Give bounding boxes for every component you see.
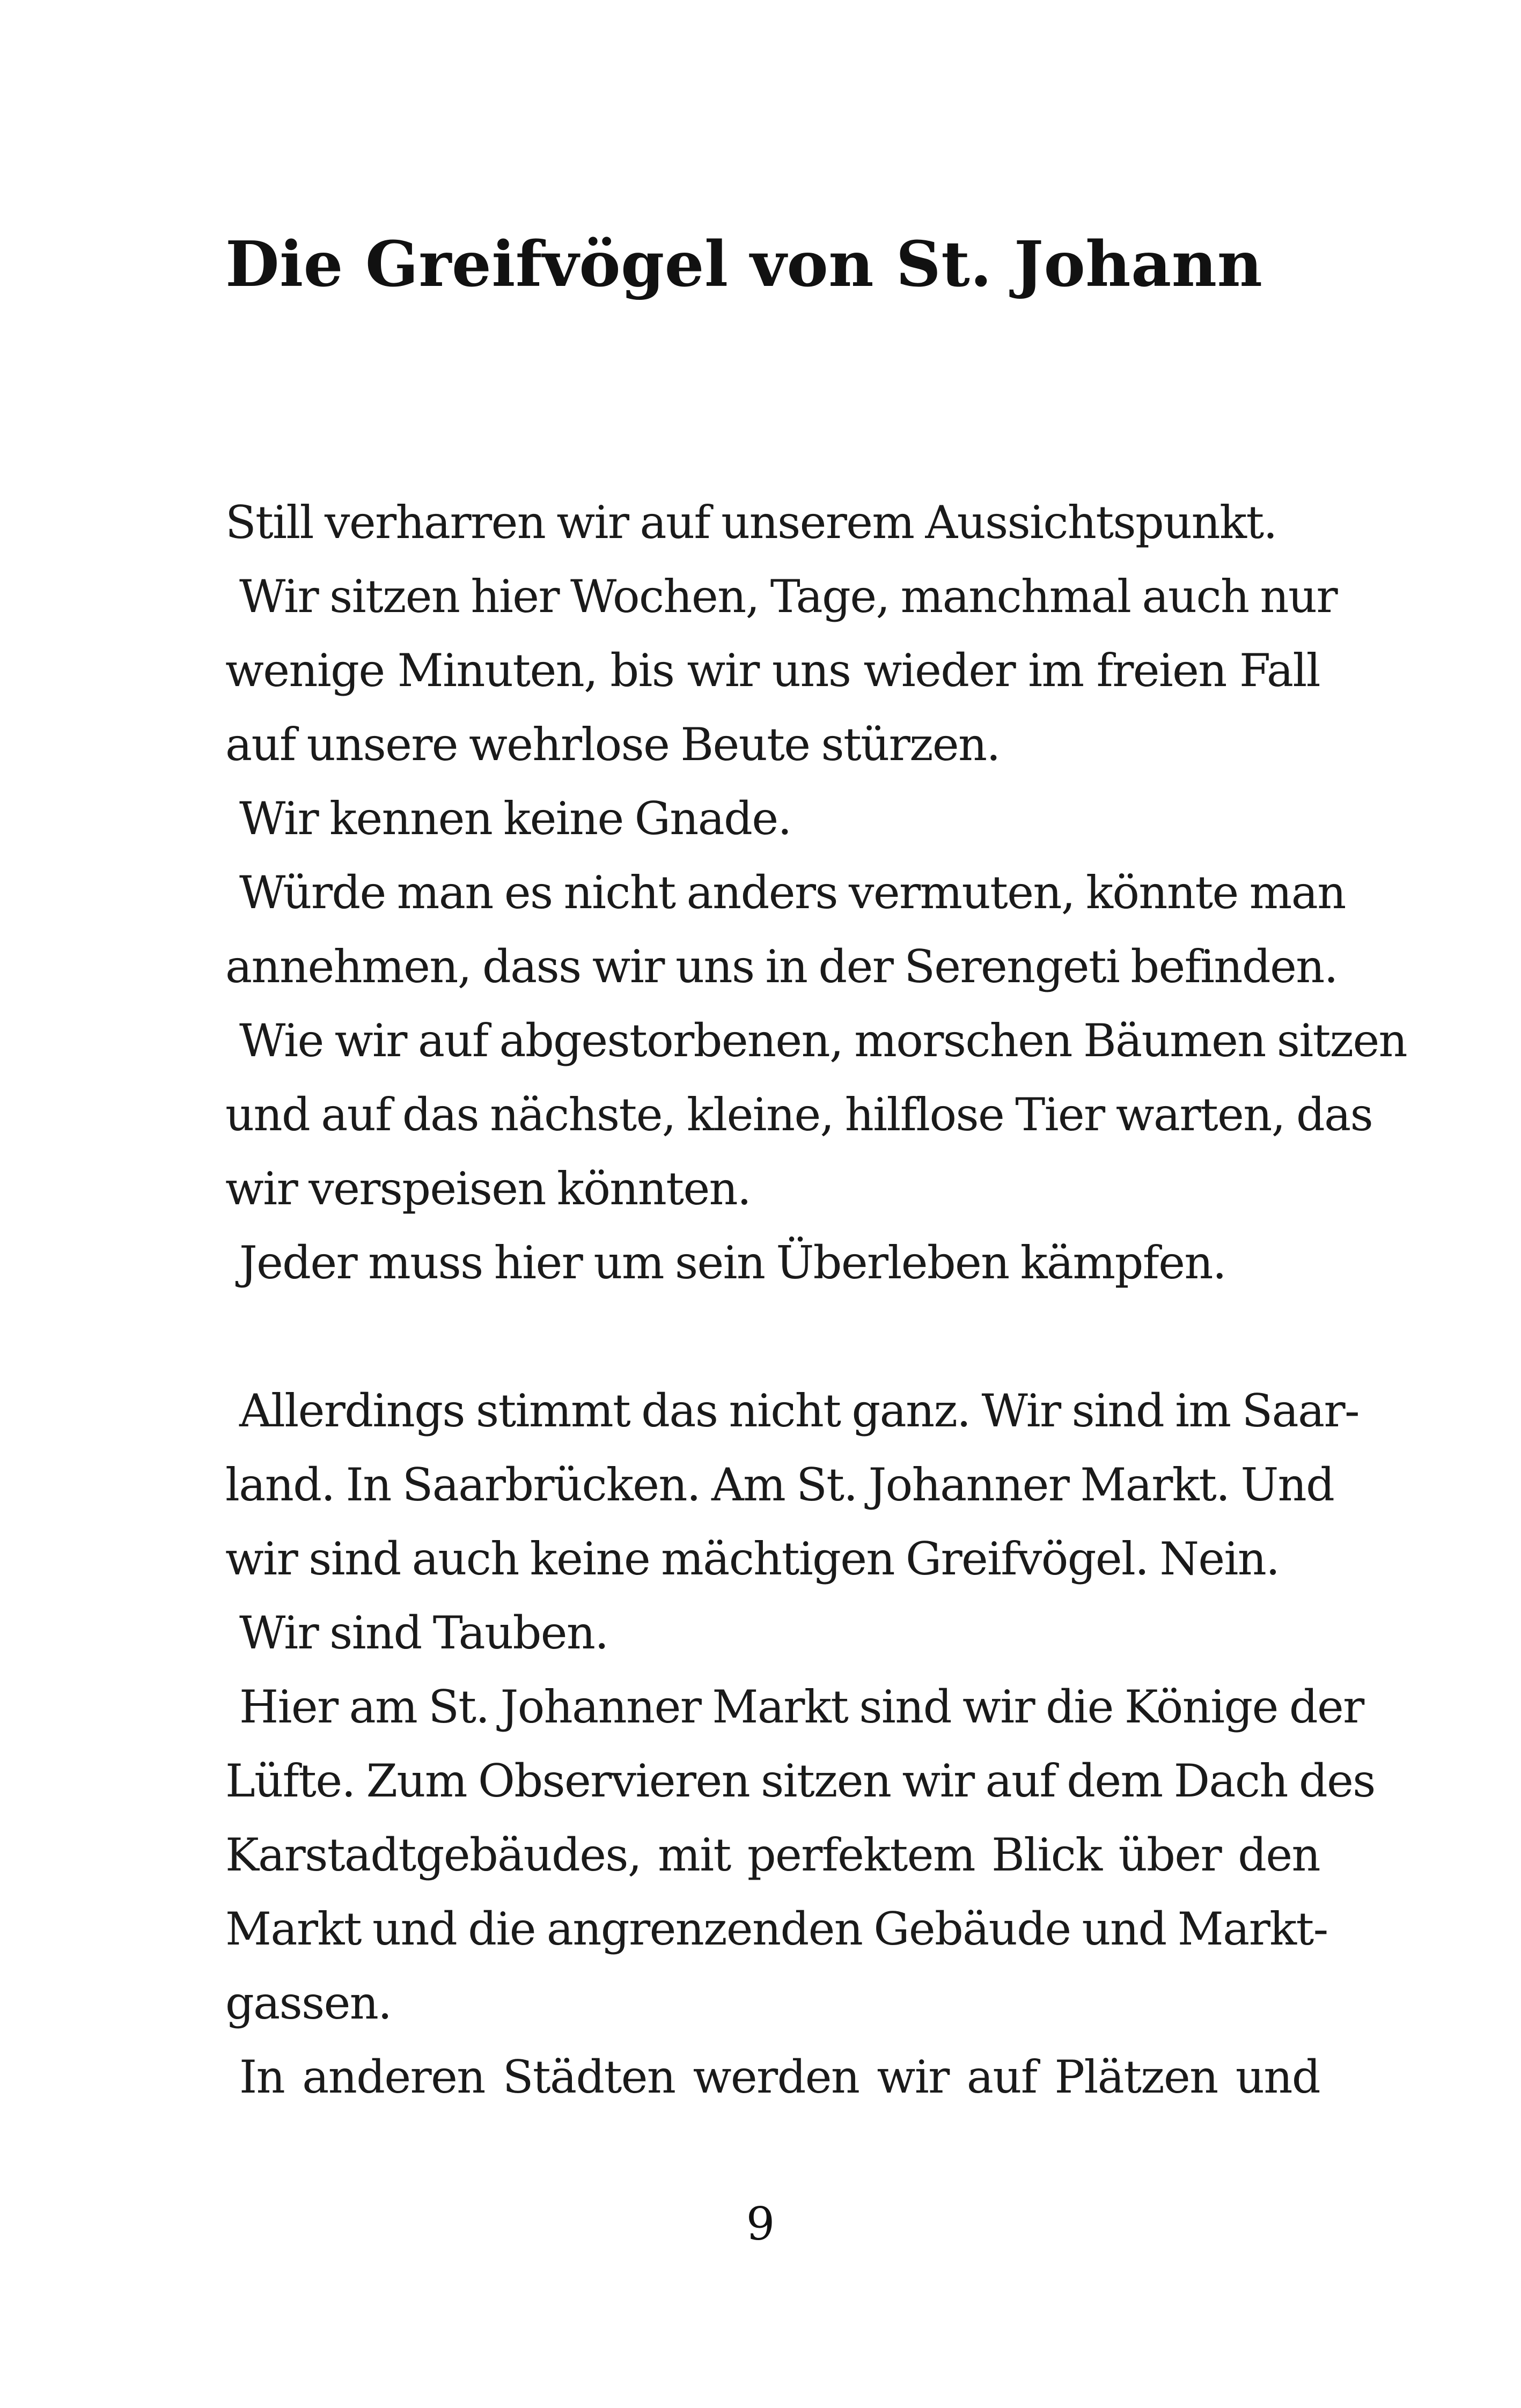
text-line: auf unsere wehrlose Beute stürzen. — [225, 718, 1000, 771]
text-line: wir sind auch keine mächtigen Greifvögel. Nein. — [225, 1533, 1280, 1585]
text-line: Wir kennen keine Gnade. — [239, 792, 791, 845]
text-line: Lüfte. Zum Observieren sitzen wir auf dem Dach des — [225, 1755, 1375, 1807]
text-line: Wir sind Tauben. — [239, 1607, 608, 1659]
text-line: Still verharren wir auf unserem Aussichtspunkt. — [225, 496, 1277, 549]
text-line: Wie wir auf abgestorbenen, morschen Bäumen sitzen — [239, 1014, 1407, 1067]
text-line: Würde man es nicht anders vermuten, könnte man — [239, 866, 1346, 919]
chapter-title: Die Greifvögel von St. Johann — [225, 228, 1263, 301]
text-line: annehmen, dass wir uns in der Serengeti befinden. — [225, 940, 1338, 993]
paragraph-break — [225, 1300, 1320, 1374]
text-line: wir verspeisen könnten. — [225, 1162, 751, 1215]
text-line: Hier am St. Johanner Markt sind wir die Könige der — [239, 1681, 1364, 1733]
page-number: 9 — [746, 2198, 775, 2250]
text-line: land. In Saarbrücken. Am St. Johanner Markt. Und — [225, 1459, 1334, 1511]
text-line: wenige Minuten, bis wir uns wieder im freien Fall — [225, 644, 1320, 697]
body-text — [225, 485, 1407, 2114]
text-line: Wir sitzen hier Wochen, Tage, manchmal auch nur — [239, 570, 1338, 623]
text-line: In anderen Städten werden wir auf Plätzen und — [239, 2051, 1320, 2103]
text-line: Markt und die angrenzenden Gebäude und Markt- — [225, 1903, 1328, 1955]
text-line: Jeder muss hier um sein Überleben kämpfen. — [239, 1236, 1226, 1289]
text-line: und auf das nächste, kleine, hilflose Tier warten, das — [225, 1088, 1373, 1141]
text-line: Allerdings stimmt das nicht ganz. Wir sind im Saar- — [239, 1385, 1359, 1437]
text-line: Karstadtgebäudes, mit perfektem Blick über den — [225, 1829, 1320, 1881]
text-line: gassen. — [225, 1977, 392, 2029]
